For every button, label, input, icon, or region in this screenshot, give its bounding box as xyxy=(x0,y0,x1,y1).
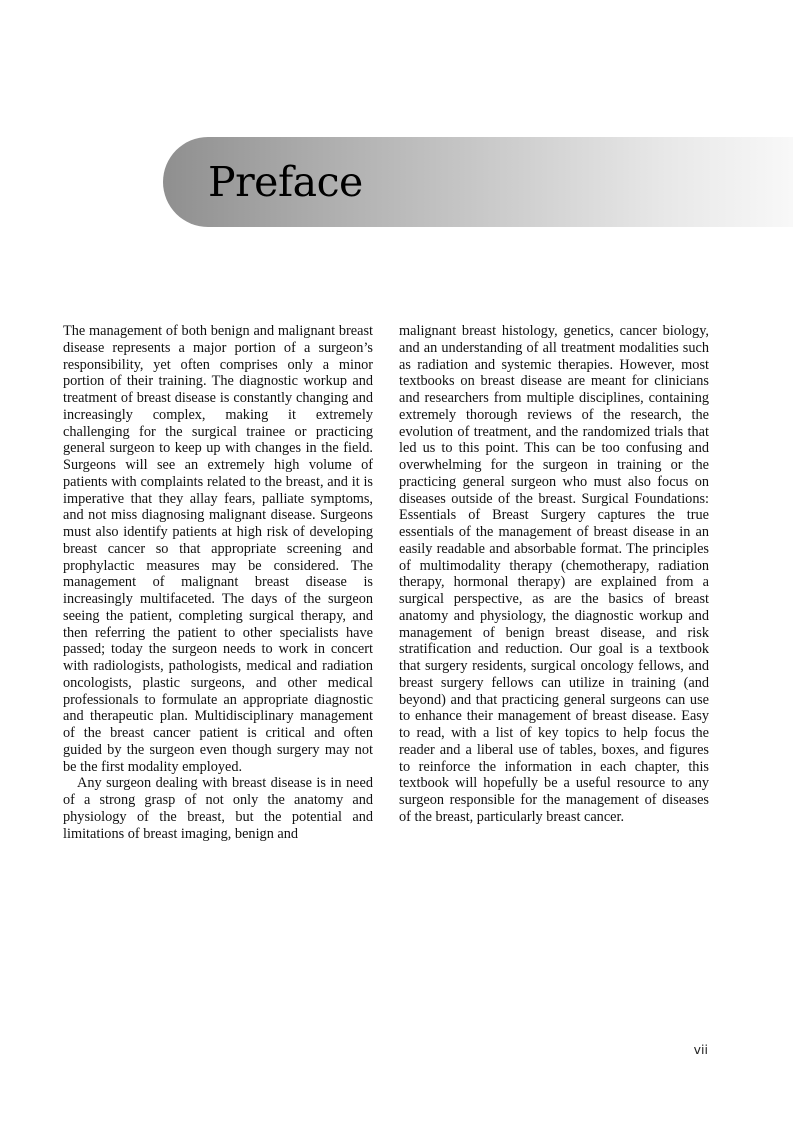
paragraph: malignant breast histology, genetics, cancer biology, and an understanding of all treatment modalities such as radiation and systemic therapies. However, most textbooks on breast disease are meant for clinicians and researchers from multiple disciplines, containing extremely thorough reviews of the research, the evolution of treatment, and the randomized trials that led us to this point. This can be too confusing and overwhelming for the surgeon in training or the practicing general surgeon who must also focus on diseases outside of the breast. Surgical Foundations: Essentials of Breast Surgery captures the true essentials of the management of breast disease in an easily readable and absorbable format. The principles of multimodality therapy (chemotherapy, radiation therapy, hormonal therapy) are explained from a surgical perspective, as are the basics of breast anatomy and physiology, the diagnostic workup and management of benign breast disease, and risk stratification and reduction. Our goal is a textbook that surgery residents, surgical oncology fellows, and breast surgery fellows can utilize in training (and beyond) and that practicing general surgeons can use to enhance their management of breast disease. Easy to read, with a list of key topics to help focus the reader and a liberal use of tables, boxes, and figures to reinforce the information in each chapter, this textbook will hopefully be a useful resource to any surgeon responsible for the management of diseases of the breast, particularly breast cancer. xyxy=(399,323,709,825)
page-number: vii xyxy=(693,1042,708,1057)
left-column xyxy=(63,323,373,842)
right-column xyxy=(399,323,709,826)
paragraph: The management of both benign and malignant breast disease represents a major portion of a surgeon’s responsibility, yet often comprises only a minor portion of their training. The diagnostic workup and treatment of breast disease is constantly changing and increasingly complex, making it extremely challenging for the surgical trainee or practicing general surgeon to keep up with changes in the field. Surgeons will see an extremely high volume of patients with complaints related to the breast, and it is imperative that they allay fears, palliate symptoms, and not miss diagnosing malignant disease. Surgeons must also identify patients at high risk of developing breast cancer so that appropriate screening and prophylactic measures may be considered. The management of malignant breast disease is increasingly multifaceted. The days of the surgeon seeing the patient, completing surgical therapy, and then referring the patient to other specialists have passed; today the surgeon needs to work in concert with radiologists, pathologists, medical and radiation oncologists, plastic surgeons, and other medical professionals to formulate an appropriate diagnostic and therapeutic plan. Multidisciplinary management of the breast cancer patient is critical and often guided by the surgeon even though surgery may not be the first modality employed. xyxy=(63,323,373,775)
page-title: Preface xyxy=(208,158,363,206)
paragraph: Any surgeon dealing with breast disease is in need of a strong grasp of not only the anatomy and physiology of the breast, but the potential and limitations of breast imaging, benign and xyxy=(63,775,373,842)
